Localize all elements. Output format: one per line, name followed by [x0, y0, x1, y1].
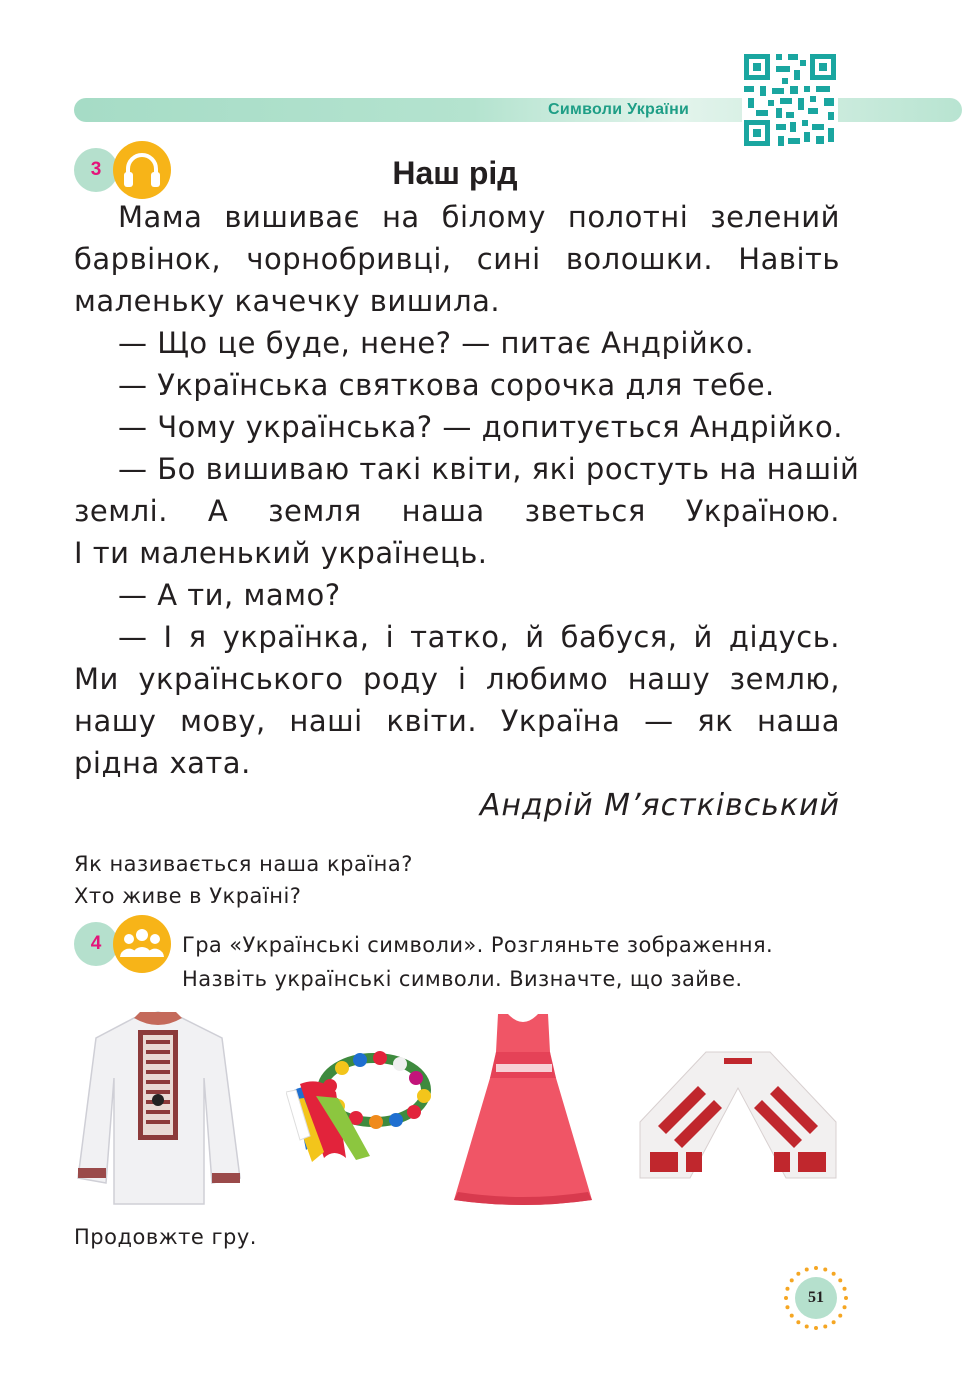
task-line: Гра «Українські символи». Розгляньте зображення. [182, 933, 774, 957]
question: Як називається наша країна? [74, 852, 413, 876]
flower-wreath-image[interactable] [286, 1040, 436, 1168]
page-border [880, 0, 940, 1388]
task-line: Назвіть українські символи. Визначте, що зайве. [182, 967, 743, 991]
story-line: — Чому українська? — допитується Андрійко. [118, 410, 843, 444]
questions [74, 848, 413, 912]
story-title: Наш рід [392, 155, 518, 191]
story-line: — Бо вишиваю такі квіти, які ростуть на нашій [118, 452, 860, 486]
question: Хто живе в Україні? [74, 884, 302, 908]
story-line: — А ти, мамо? [118, 578, 341, 612]
story-line: нашу мову, наші квіти. Україна — як наша [74, 704, 840, 738]
story-line: — І я українка, і татко, й бабуся, й дідусь. [118, 620, 840, 654]
story-line: рідна хата. [74, 746, 251, 780]
task-number-badge: 3 [74, 148, 118, 192]
section-title: Символи України [548, 101, 690, 118]
story-line: землі. А земля наша зветься Україною. [74, 494, 840, 528]
story-line: маленьку качечку вишила. [74, 284, 501, 318]
story-line: — Українська святкова сорочка для тебе. [118, 368, 775, 402]
group-icon [113, 915, 171, 973]
task-number-badge: 4 [74, 922, 118, 966]
story-line: Ми українського роду і любимо нашу землю, [74, 662, 840, 696]
story-line: Мама вишиває на білому полотні зелений [118, 200, 840, 234]
task-instructions [182, 928, 773, 996]
red-dress-image[interactable] [452, 1010, 594, 1206]
embroidered-shirt-image[interactable] [72, 1008, 244, 1208]
story-line: барвінок, чорнобривці, сині волошки. Навіть [74, 242, 840, 276]
page-number: 51 [795, 1277, 837, 1319]
story-line: І ти маленький українець. [74, 536, 488, 570]
qr-code-icon[interactable] [742, 52, 838, 148]
embroidered-towel-image[interactable] [636, 1048, 840, 1184]
story-text [74, 196, 860, 784]
continue-game-text: Продовжте гру. [74, 1225, 257, 1249]
story-author: Андрій М’ястківський [479, 788, 840, 823]
story-line: — Що це буде, нене? — питає Андрійко. [118, 326, 755, 360]
